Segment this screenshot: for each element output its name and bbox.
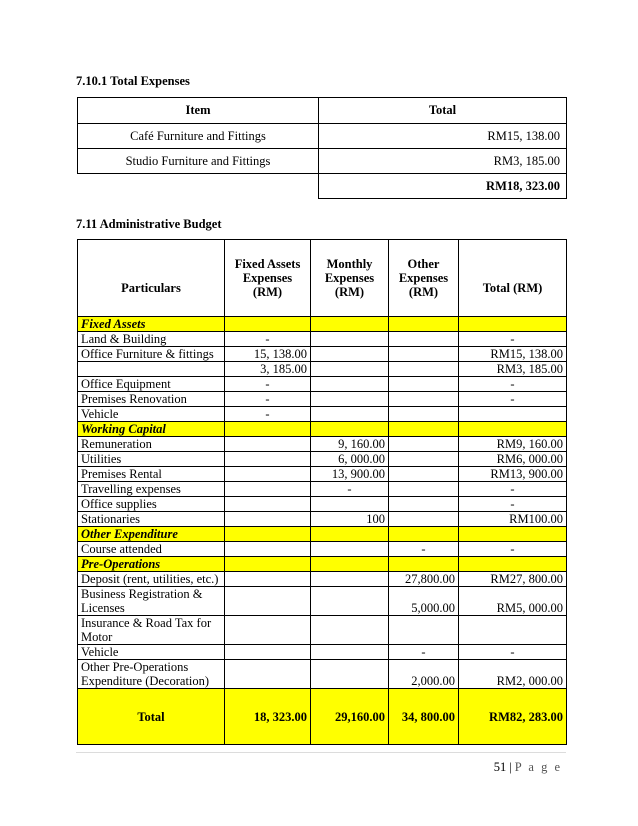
monthly-cell — [311, 392, 389, 407]
other-cell — [389, 482, 459, 497]
header-total: Total (RM) — [459, 240, 567, 317]
other-cell — [389, 362, 459, 377]
section-cell — [389, 557, 459, 572]
monthly-cell: 6, 000.00 — [311, 452, 389, 467]
total-cell: RM3, 185.00 — [459, 362, 567, 377]
section-row — [78, 422, 567, 437]
total-fixed: 18, 323.00 — [225, 689, 311, 745]
section-cell — [225, 317, 311, 332]
other-cell: 2,000.00 — [389, 660, 459, 689]
particulars-cell: Travelling expenses — [78, 482, 225, 497]
fixed-assets-cell — [225, 437, 311, 452]
total-other: 34, 800.00 — [389, 689, 459, 745]
particulars-cell: Office Furniture & fittings — [78, 347, 225, 362]
particulars-cell: Business Registration & Licenses — [78, 587, 225, 616]
other-cell — [389, 616, 459, 645]
fixed-assets-cell: 3, 185.00 — [225, 362, 311, 377]
monthly-cell — [311, 645, 389, 660]
section-cell — [459, 557, 567, 572]
fixed-assets-cell: - — [225, 377, 311, 392]
total-cell: RM9, 160.00 — [459, 437, 567, 452]
total-cell: - — [459, 332, 567, 347]
other-cell — [389, 407, 459, 422]
total-cell — [459, 616, 567, 645]
total-cell: RM100.00 — [459, 512, 567, 527]
section-row — [78, 317, 567, 332]
section-row — [78, 527, 567, 542]
footer-separator: | — [509, 760, 512, 774]
section-cell — [225, 527, 311, 542]
admin-budget-heading: 7.11 Administrative Budget — [76, 217, 222, 231]
fixed-assets-cell — [225, 542, 311, 557]
monthly-cell — [311, 572, 389, 587]
total-cell: - — [459, 542, 567, 557]
table-row — [78, 362, 567, 377]
fixed-assets-cell — [225, 572, 311, 587]
total-cell: RM27, 800.00 — [459, 572, 567, 587]
particulars-cell: Stationaries — [78, 512, 225, 527]
total-total: RM82, 283.00 — [459, 689, 567, 745]
other-cell — [389, 467, 459, 482]
item-cell: Studio Furniture and Fittings — [78, 149, 319, 174]
page-label: P a g e — [514, 760, 562, 774]
section-cell — [389, 527, 459, 542]
section-cell — [311, 422, 389, 437]
particulars-cell — [78, 362, 225, 377]
table-row — [78, 616, 567, 645]
total-expenses-heading: 7.10.1 Total Expenses — [76, 74, 190, 88]
monthly-cell — [311, 332, 389, 347]
admin-budget-body — [78, 317, 567, 689]
other-cell — [389, 377, 459, 392]
section-cell — [311, 527, 389, 542]
fixed-assets-cell — [225, 452, 311, 467]
section-cell — [311, 317, 389, 332]
table-row — [78, 587, 567, 616]
header-particulars: Particulars — [78, 240, 225, 317]
total-monthly: 29,160.00 — [311, 689, 389, 745]
particulars-cell: Premises Rental — [78, 467, 225, 482]
monthly-cell — [311, 362, 389, 377]
total-cell: - — [459, 645, 567, 660]
total-cell: - — [459, 377, 567, 392]
monthly-cell — [311, 407, 389, 422]
particulars-cell: Other Pre-Operations Expenditure (Decoration) — [78, 660, 225, 689]
page-footer — [494, 760, 562, 775]
fixed-assets-cell — [225, 660, 311, 689]
particulars-cell: Vehicle — [78, 407, 225, 422]
other-cell — [389, 332, 459, 347]
total-row — [78, 689, 567, 745]
fixed-assets-cell — [225, 482, 311, 497]
section-label: Pre-Operations — [78, 557, 225, 572]
section-cell — [311, 557, 389, 572]
table-row — [78, 377, 567, 392]
table-row — [78, 452, 567, 467]
table-row — [78, 660, 567, 689]
total-cell: - — [459, 482, 567, 497]
table-row — [78, 512, 567, 527]
table-header-row — [78, 240, 567, 317]
total-cell: RM15, 138.00 — [319, 124, 567, 149]
monthly-cell: 9, 160.00 — [311, 437, 389, 452]
monthly-cell — [311, 660, 389, 689]
particulars-cell: Office Equipment — [78, 377, 225, 392]
other-cell: - — [389, 542, 459, 557]
total-cell: RM2, 000.00 — [459, 660, 567, 689]
header-item: Item — [78, 98, 319, 124]
section-cell — [459, 422, 567, 437]
particulars-cell: Remuneration — [78, 437, 225, 452]
other-cell — [389, 392, 459, 407]
blank-cell — [78, 174, 319, 199]
particulars-cell: Utilities — [78, 452, 225, 467]
table-row — [78, 124, 567, 149]
total-cell: - — [459, 497, 567, 512]
fixed-assets-cell — [225, 616, 311, 645]
section-label: Working Capital — [78, 422, 225, 437]
fixed-assets-cell — [225, 587, 311, 616]
total-cell: RM15, 138.00 — [459, 347, 567, 362]
monthly-cell: - — [311, 482, 389, 497]
monthly-cell — [311, 347, 389, 362]
fixed-assets-cell: - — [225, 332, 311, 347]
section-cell — [389, 422, 459, 437]
total-cell: RM5, 000.00 — [459, 587, 567, 616]
other-cell — [389, 437, 459, 452]
section-label: Fixed Assets — [78, 317, 225, 332]
particulars-cell: Deposit (rent, utilities, etc.) — [78, 572, 225, 587]
grand-total-cell: RM18, 323.00 — [319, 174, 567, 199]
particulars-cell: Premises Renovation — [78, 392, 225, 407]
fixed-assets-cell — [225, 467, 311, 482]
monthly-cell: 100 — [311, 512, 389, 527]
table-row — [78, 467, 567, 482]
table-row — [78, 392, 567, 407]
header-fixed-assets: Fixed Assets Expenses (RM) — [225, 240, 311, 317]
footer-divider — [76, 752, 566, 753]
table-row — [78, 149, 567, 174]
particulars-cell: Office supplies — [78, 497, 225, 512]
particulars-cell: Land & Building — [78, 332, 225, 347]
total-cell: RM3, 185.00 — [319, 149, 567, 174]
monthly-cell — [311, 377, 389, 392]
table-row — [78, 332, 567, 347]
table-row — [78, 482, 567, 497]
monthly-cell — [311, 587, 389, 616]
section-cell — [459, 317, 567, 332]
other-cell — [389, 512, 459, 527]
page-number: 51 — [493, 760, 507, 774]
admin-budget-table — [77, 239, 567, 745]
table-header-row — [78, 98, 567, 124]
table-row — [78, 407, 567, 422]
total-cell: RM13, 900.00 — [459, 467, 567, 482]
item-cell: Café Furniture and Fittings — [78, 124, 319, 149]
table-row — [78, 645, 567, 660]
total-label: Total — [78, 689, 225, 745]
other-cell: - — [389, 645, 459, 660]
fixed-assets-cell: - — [225, 392, 311, 407]
section-cell — [225, 557, 311, 572]
section-cell — [459, 527, 567, 542]
other-cell — [389, 347, 459, 362]
other-cell — [389, 497, 459, 512]
section-label: Other Expenditure — [78, 527, 225, 542]
fixed-assets-cell: 15, 138.00 — [225, 347, 311, 362]
particulars-cell: Vehicle — [78, 645, 225, 660]
header-total: Total — [319, 98, 567, 124]
table-row — [78, 497, 567, 512]
total-cell: - — [459, 392, 567, 407]
grand-total-row — [78, 174, 567, 199]
particulars-cell: Insurance & Road Tax for Motor — [78, 616, 225, 645]
other-cell: 5,000.00 — [389, 587, 459, 616]
monthly-cell — [311, 542, 389, 557]
section-cell — [225, 422, 311, 437]
monthly-cell — [311, 616, 389, 645]
other-cell — [389, 452, 459, 467]
total-cell — [459, 407, 567, 422]
total-expenses-table — [77, 97, 567, 199]
header-monthly: Monthly Expenses (RM) — [311, 240, 389, 317]
particulars-cell: Course attended — [78, 542, 225, 557]
monthly-cell: 13, 900.00 — [311, 467, 389, 482]
fixed-assets-cell — [225, 512, 311, 527]
other-cell: 27,800.00 — [389, 572, 459, 587]
table-row — [78, 542, 567, 557]
table-row — [78, 572, 567, 587]
header-other: Other Expenses (RM) — [389, 240, 459, 317]
section-row — [78, 557, 567, 572]
table-row — [78, 347, 567, 362]
fixed-assets-cell — [225, 497, 311, 512]
section-cell — [389, 317, 459, 332]
fixed-assets-cell: - — [225, 407, 311, 422]
table-row — [78, 437, 567, 452]
total-cell: RM6, 000.00 — [459, 452, 567, 467]
monthly-cell — [311, 497, 389, 512]
fixed-assets-cell — [225, 645, 311, 660]
